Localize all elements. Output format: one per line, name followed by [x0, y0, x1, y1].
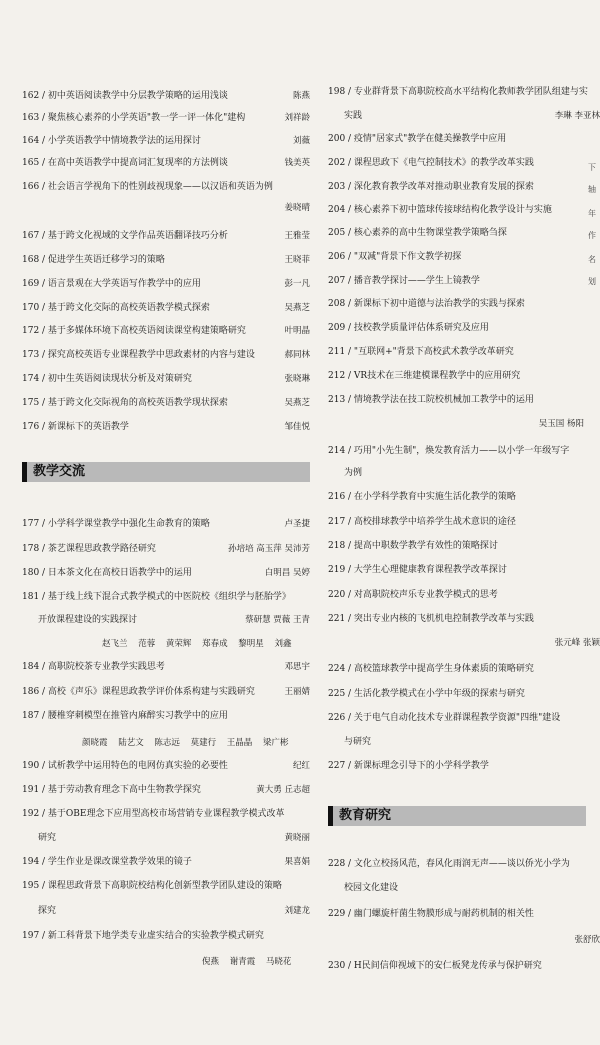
- entry-title: 192 / 基于OBE理念下应用型高校市场营销专业课程教学模式改革: [22, 809, 285, 819]
- entry-title: 229 / 幽门螺旋杆菌生物膜形成与耐药机制的相关性: [328, 909, 534, 919]
- toc-entry[interactable]: [328, 370, 600, 382]
- entry-author: 刘薇: [292, 136, 310, 146]
- entry-title-cont: 开放课程建设的实践探讨: [38, 615, 138, 625]
- toc-entry[interactable]: [22, 930, 310, 942]
- entry-title: 226 / 关于电气自动化技术专业群课程教学资源"四维"建设: [328, 713, 561, 723]
- entry-title: 218 / 提高中职数学教学有效性的策略探讨: [328, 541, 498, 551]
- entry-title: 177 / 小学科学课堂教学中强化生命教育的策略: [22, 519, 210, 529]
- entry-title: 206 / "双减"背景下作文教学初探: [328, 252, 462, 262]
- entry-author: 黄晓丽: [284, 833, 310, 843]
- toc-entry[interactable]: [328, 133, 600, 145]
- toc-entry[interactable]: [22, 325, 310, 337]
- toc-entry[interactable]: [22, 686, 310, 698]
- entry-author: 王晓菲: [284, 255, 310, 265]
- toc-entry[interactable]: [22, 760, 310, 772]
- entry-title: 174 / 初中生英语阅读现状分析及对策研究: [22, 374, 192, 384]
- entry-author: 吴燕芝: [284, 398, 310, 408]
- entry-author: 白明昌 吴婷: [264, 568, 310, 578]
- toc-entry[interactable]: [22, 543, 310, 555]
- edge-mark: 年: [588, 209, 596, 218]
- entry-title: 173 / 探究高校英语专业课程教学中思政素材的内容与建设: [22, 350, 255, 360]
- entry-title: 221 / 突出专业内核的飞机机电控制教学改革与实践: [328, 614, 534, 624]
- toc-entry[interactable]: [22, 518, 310, 530]
- toc-entry[interactable]: [22, 397, 310, 409]
- entry-title: 191 / 基于劳动教育理念下高中生物教学探究: [22, 785, 201, 795]
- entry-title: 211 / "互联网+"背景下高校武术教学改革研究: [328, 347, 514, 357]
- edge-mark: 下: [588, 163, 596, 172]
- entry-continuation: [22, 832, 310, 844]
- entry-title: 225 / 生活化教学模式在小学中年级的探索与研究: [328, 689, 525, 699]
- entry-author-list: 赵飞兰 范蓉 黄荣辉 郑春成 黎明星 刘鑫: [102, 639, 292, 649]
- entry-title-cont: 探究: [38, 906, 57, 916]
- toc-entry[interactable]: [328, 394, 600, 406]
- toc-entry[interactable]: [328, 346, 600, 358]
- toc-entry[interactable]: [328, 613, 600, 625]
- entry-title: 169 / 语言景观在大学英语写作教学中的应用: [22, 279, 201, 289]
- toc-entry[interactable]: [328, 445, 600, 457]
- toc-entry[interactable]: [328, 540, 600, 552]
- entry-author: 吴玉国 杨阳: [538, 419, 584, 429]
- toc-entry[interactable]: [22, 710, 310, 722]
- entry-title: 202 / 课程思政下《电气控制技术》的教学改革实践: [328, 158, 534, 168]
- entry-author: 果喜娟: [284, 857, 310, 867]
- toc-entry[interactable]: [328, 322, 600, 334]
- entry-continuation: [328, 882, 600, 894]
- entry-author: 王雅莹: [284, 231, 310, 241]
- toc-entry[interactable]: [22, 112, 310, 124]
- toc-entry[interactable]: [22, 421, 310, 433]
- toc-entry[interactable]: [22, 591, 310, 603]
- entry-title: 164 / 小学英语教学中情境教学法的运用探讨: [22, 136, 201, 146]
- toc-entry[interactable]: [328, 181, 600, 193]
- entry-title: 195 / 课程思政背景下高职院校结构化创新型教学团队建设的策略: [22, 881, 282, 891]
- entry-title: 184 / 高职院校茶专业教学实践思考: [22, 662, 165, 672]
- toc-entry[interactable]: [328, 688, 600, 700]
- entry-title: 209 / 技校教学质量评估体系研究及应用: [328, 323, 489, 333]
- entry-title: 165 / 在高中英语教学中提高词汇复现率的方法例谈: [22, 158, 228, 168]
- entry-author: 邓思宇: [284, 662, 310, 672]
- entry-title: 205 / 核心素养的高中生物课堂教学策略刍探: [328, 228, 507, 238]
- section-header-teaching-exchange: [22, 462, 310, 482]
- toc-entry[interactable]: [328, 712, 600, 724]
- toc-entry[interactable]: [22, 856, 310, 868]
- toc-entry[interactable]: [328, 157, 600, 169]
- entry-title: 217 / 高校排球教学中培养学生战术意识的途径: [328, 517, 516, 527]
- entry-title: 168 / 促进学生英语迁移学习的策略: [22, 255, 165, 265]
- entry-author: 姜晓晴: [284, 203, 310, 213]
- toc-entry[interactable]: [22, 373, 310, 385]
- toc-entry[interactable]: [22, 254, 310, 266]
- entry-title: 214 / 巧用"小先生制"，焕发教育活力——以小学一年级写字: [328, 446, 570, 456]
- entry-title: 227 / 新课标理念引导下的小学科学教学: [328, 761, 489, 771]
- toc-entry[interactable]: [328, 564, 600, 576]
- entry-title-cont: 与研究: [344, 737, 372, 747]
- entry-author: 彭一凡: [284, 279, 310, 289]
- entry-title: 186 / 高校《声乐》课程思政教学评价体系构建与实践研究: [22, 687, 255, 697]
- entry-title: 180 / 日本茶文化在高校日语教学中的运用: [22, 568, 192, 578]
- entry-title: 220 / 对高职院校声乐专业教学模式的思考: [328, 590, 498, 600]
- toc-entry[interactable]: [328, 663, 600, 675]
- entry-author: 叶明晶: [284, 326, 310, 336]
- entry-author: 纪红: [292, 761, 310, 771]
- toc-entry[interactable]: [22, 880, 310, 892]
- toc-entry[interactable]: [328, 516, 600, 528]
- entry-continuation: [328, 110, 600, 122]
- edge-mark: 轴: [588, 185, 596, 194]
- entry-title: 228 / 文化立校扬风范，春风化雨润无声——谈以侨光小学为: [328, 859, 570, 869]
- toc-entry[interactable]: [22, 567, 310, 579]
- entry-continuation: [328, 467, 600, 479]
- entry-title: 213 / 情境教学法在技工院校机械加工教学中的运用: [328, 395, 534, 405]
- entry-author: 黄大勇 丘志超: [256, 785, 310, 795]
- toc-entry[interactable]: [328, 227, 600, 239]
- toc-entry[interactable]: [328, 204, 600, 216]
- entry-title: 163 / 聚焦核心素养的小学英语"教一学一评一体化"建构: [22, 113, 246, 123]
- entry-continuation: [22, 905, 310, 917]
- edge-mark: 划: [588, 277, 596, 286]
- entry-author: 孙培培 高玉萍 吴沛芳: [228, 544, 310, 554]
- entry-title: 194 / 学生作业是课改课堂教学效果的镜子: [22, 857, 192, 867]
- entry-title: 203 / 深化教育教学改革对推动职业教育发展的探索: [328, 182, 534, 192]
- entry-title: 178 / 茶艺课程思政教学路径研究: [22, 544, 156, 554]
- entry-title-cont: 实践: [344, 111, 363, 121]
- entry-title-cont: 校园文化建设: [344, 883, 399, 893]
- entry-title: 216 / 在小学科学教育中实施生活化教学的策略: [328, 492, 516, 502]
- toc-entry[interactable]: [328, 491, 600, 503]
- toc-entry[interactable]: [328, 251, 600, 263]
- entry-title: 224 / 高校篮球教学中提高学生身体素质的策略研究: [328, 664, 534, 674]
- toc-entry[interactable]: [22, 230, 310, 242]
- entry-title: 187 / 腰椎穿刺模型在推管内麻醉实习教学中的应用: [22, 711, 228, 721]
- toc-entry[interactable]: [22, 278, 310, 290]
- entry-title: 181 / 基于线上线下混合式教学模式的中医院校《组织学与胚胎学》: [22, 592, 291, 602]
- toc-entry[interactable]: [22, 157, 310, 169]
- entry-title: 200 / 疫情"居家式"教学在健美操教学中应用: [328, 134, 507, 144]
- entry-title-cont: 为例: [344, 468, 363, 478]
- toc-entry[interactable]: [22, 181, 310, 193]
- edge-mark: 作: [588, 231, 596, 240]
- edge-mark: 名: [588, 255, 596, 264]
- entry-author: 张晓琳: [284, 374, 310, 384]
- entry-title: 167 / 基于跨文化视域的文学作品英语翻译技巧分析: [22, 231, 228, 241]
- section-title: 教学交流: [33, 464, 86, 479]
- entry-title: 197 / 新工科背景下地学类专业虚实结合的实验教学模式研究: [22, 931, 264, 941]
- section-header-education-research: [328, 806, 586, 826]
- entry-continuation: [22, 614, 310, 626]
- entry-author-list: 颜晓霞 陆艺文 陈志远 莫建行 王晶晶 梁广彬: [82, 738, 289, 748]
- toc-entry[interactable]: [328, 960, 600, 972]
- entry-title: 208 / 新课标下初中道德与法治教学的实践与探索: [328, 299, 525, 309]
- entry-author: 吴燕芝: [284, 303, 310, 313]
- entry-title: 170 / 基于跨文化交际的高校英语教学模式探索: [22, 303, 210, 313]
- entry-continuation: [328, 736, 600, 748]
- toc-entry[interactable]: [22, 135, 310, 147]
- entry-author: 郝同林: [284, 350, 310, 360]
- toc-entry[interactable]: [328, 275, 600, 287]
- entry-title: 175 / 基于跨文化交际视角的高校英语教学现状探索: [22, 398, 228, 408]
- entry-title: 207 / 播音教学探讨——学生上镜教学: [328, 276, 480, 286]
- entry-title: 212 / VR技术在三维建模课程教学中的应用研究: [328, 371, 521, 381]
- entry-author: 陈燕: [292, 91, 310, 101]
- toc-entry[interactable]: [22, 90, 310, 102]
- entry-title: 198 / 专业群背景下高职院校高水平结构化教师教学团队组建与实: [328, 87, 588, 97]
- toc-entry[interactable]: [328, 760, 600, 772]
- entry-title-cont: 研究: [38, 833, 57, 843]
- entry-title: 172 / 基于多媒体环境下高校英语阅读课堂构建策略研究: [22, 326, 246, 336]
- entry-title: 230 / H民间信仰视域下的安仁板凳龙传承与保护研究: [328, 961, 542, 971]
- toc-entry[interactable]: [22, 784, 310, 796]
- toc-entry[interactable]: [328, 298, 600, 310]
- toc-entry[interactable]: [22, 661, 310, 673]
- entry-title: 204 / 核心素养下初中篮球传接球结构化教学设计与实施: [328, 205, 552, 215]
- toc-entry[interactable]: [22, 808, 310, 820]
- entry-author: 刘建龙: [284, 906, 310, 916]
- toc-entry[interactable]: [328, 908, 600, 920]
- toc-entry[interactable]: [22, 349, 310, 361]
- section-title: 教育研究: [339, 808, 392, 823]
- entry-author: 张舒欣: [574, 935, 600, 945]
- entry-title: 176 / 新课标下的英语教学: [22, 422, 129, 432]
- entry-author: 卢圣捷: [284, 519, 310, 529]
- entry-author: 钱美英: [284, 158, 310, 168]
- entry-author: 王丽婧: [284, 687, 310, 697]
- entry-author: 刘祥龄: [284, 113, 310, 123]
- entry-title: 190 / 试析教学中运用特色的电网仿真实验的必要性: [22, 761, 228, 771]
- entry-author: 邹佳悦: [284, 422, 310, 432]
- toc-entry[interactable]: [328, 86, 600, 98]
- entry-author: 蔡研慧 贾薇 王青: [245, 615, 310, 625]
- section-marker: [22, 462, 27, 482]
- entry-title: 219 / 大学生心理健康教育课程教学改革探讨: [328, 565, 507, 575]
- section-marker: [328, 806, 333, 826]
- entry-title: 166 / 社会语言学视角下的性别歧视现象——以汉语和英语为例: [22, 182, 273, 192]
- entry-author-list: 倪燕 谢青霞 马晓花: [202, 957, 292, 967]
- entry-author: 李琳 李亚林: [554, 111, 600, 121]
- toc-entry[interactable]: [328, 858, 600, 870]
- entry-title: 162 / 初中英语阅读教学中分层教学策略的运用浅谈: [22, 91, 228, 101]
- toc-entry[interactable]: [22, 302, 310, 314]
- toc-entry[interactable]: [328, 589, 600, 601]
- entry-author: 张元峰 张颖: [554, 638, 600, 648]
